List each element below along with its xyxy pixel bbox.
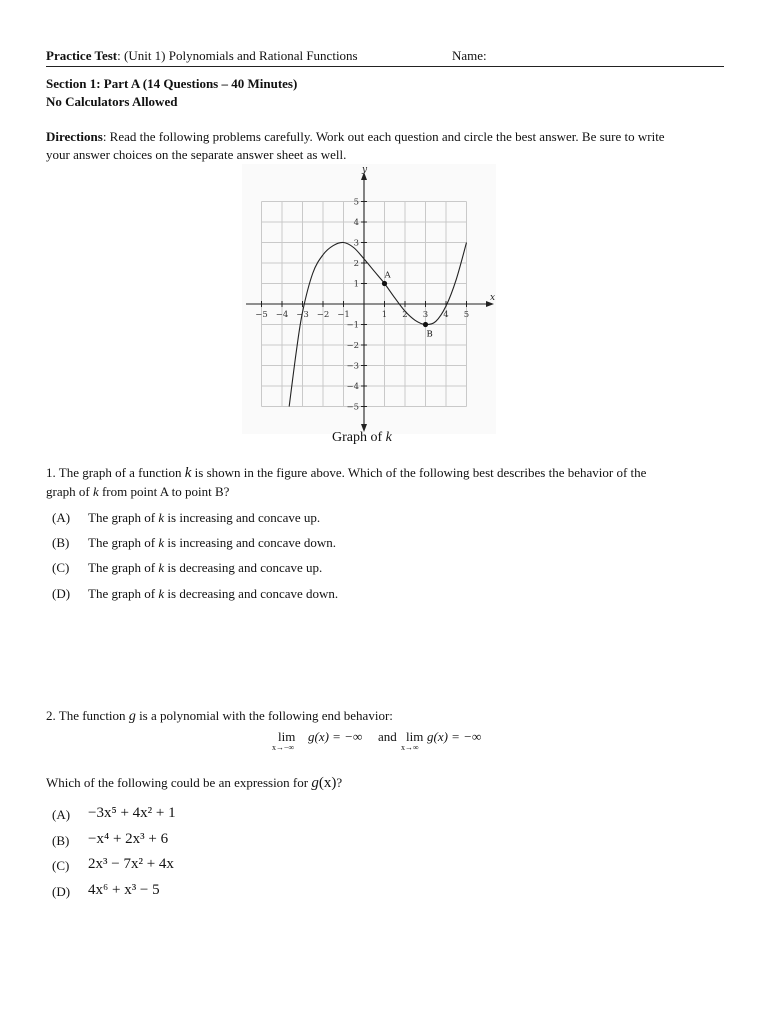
q2-text-b: is a polynomial with the following end behavior:: [135, 708, 393, 723]
point-a: [382, 281, 387, 286]
header-divider: [46, 66, 724, 67]
q1-line-2: [46, 484, 229, 500]
graph-caption: [332, 430, 392, 446]
q2-question-text: Which of the following could be an expression for: [46, 775, 312, 790]
q1-line-1: [46, 465, 646, 482]
x-tick-label: 2: [402, 310, 408, 320]
y-tick-label: 2: [353, 259, 359, 269]
y-tick-label: 4: [353, 218, 359, 228]
q2-question-end: ?: [336, 775, 343, 790]
graph-figure: [238, 164, 500, 434]
test-title-bold: Practice Test: [46, 48, 118, 63]
directions-line-1: [46, 129, 665, 145]
graph-caption-var: k: [385, 430, 392, 445]
directions-line-2: your answer choices on the separate answer sheet as well.: [46, 147, 347, 162]
q1-choice-post: is increasing and concave up.: [164, 510, 321, 525]
graph-of-k: [238, 164, 500, 434]
x-tick-label: −5: [255, 310, 268, 320]
limit-right-sub: x→∞: [401, 743, 419, 752]
limit-left-sub: x→−∞: [272, 743, 295, 752]
q1-text-a: The graph of a function: [55, 465, 185, 480]
graph-caption-text: Graph of: [332, 430, 386, 445]
q1-choice-letter[interactable]: (D): [52, 586, 71, 601]
q2-question-func: g: [311, 775, 319, 791]
q2-choice-expression[interactable]: 2x³ − 7x² + 4x: [88, 856, 174, 872]
x-tick-label: −4: [275, 310, 289, 320]
q1-choice-letter[interactable]: (B): [52, 535, 70, 550]
q1-choice-var: k: [158, 560, 165, 575]
q2-choice-letter[interactable]: (A): [52, 807, 71, 822]
figure-frame: [242, 164, 496, 434]
q1-choice-post: is decreasing and concave down.: [164, 586, 339, 601]
q2-number: 2.: [46, 708, 56, 723]
section-title: Section 1: Part A (14 Questions – 40 Minutes): [46, 76, 298, 91]
q2-choice-expression[interactable]: −3x⁵ + 4x² + 1: [88, 805, 176, 821]
limit-and: and: [378, 729, 397, 744]
q2-choice-expression[interactable]: −x⁴ + 2x³ + 6: [88, 831, 169, 847]
x-axis-label: x: [490, 293, 496, 303]
y-tick-label: −4: [346, 382, 359, 392]
q1-choice-text[interactable]: [88, 510, 320, 526]
q1-choice-pre: The graph of: [88, 510, 159, 525]
y-tick-label: 5: [353, 197, 359, 208]
q1-var-k-2: k: [92, 484, 99, 499]
q1-number: 1.: [46, 465, 56, 480]
y-tick-label: −2: [346, 341, 359, 351]
x-tick-label: 1: [381, 310, 388, 320]
x-tick-label: 4: [443, 310, 449, 320]
test-title: : (Unit 1) Polynomials and Rational Functions: [117, 48, 358, 63]
q2-choice-letter[interactable]: (D): [52, 884, 71, 899]
y-tick-label: −3: [346, 361, 359, 372]
limit-right-expr: g(x) = −∞: [427, 729, 482, 744]
limit-left-lim: lim: [278, 729, 296, 744]
point-b: [423, 322, 428, 327]
calculator-note: No Calculators Allowed: [46, 94, 178, 109]
q1-choice-text[interactable]: [88, 586, 338, 602]
q1-choice-letter[interactable]: (C): [52, 560, 70, 575]
limit-left-expr: g(x) = −∞: [308, 729, 363, 744]
q1-choice-var: k: [158, 510, 165, 525]
q1-choice-var: k: [158, 586, 165, 601]
q2-question-arg: (x): [318, 775, 337, 791]
limit-right-lim: lim: [406, 729, 424, 744]
q2-choice-expression[interactable]: 4x⁶ + x³ − 5: [88, 882, 160, 898]
q1-choice-pre: The graph of: [88, 535, 159, 550]
directions-text-1: : Read the following problems carefully. Work out each question and circle the best answer. Be sure to write: [102, 129, 665, 144]
x-tick-label: −1: [337, 310, 350, 320]
x-tick-label: 3: [422, 310, 429, 320]
y-axis-label: y: [362, 165, 368, 175]
q1-text-c: graph of: [46, 484, 93, 499]
q1-choice-post: is decreasing and concave up.: [164, 560, 323, 575]
x-tick-label: −2: [316, 310, 330, 320]
point-label-b: B: [426, 329, 433, 340]
q1-choice-text[interactable]: [88, 535, 336, 551]
q1-text-b: is shown in the figure above. Which of the following best describes the behavior of the: [191, 465, 647, 480]
name-label: Name:: [452, 48, 487, 63]
y-tick-label: −5: [346, 402, 359, 413]
q2-var-g: g: [128, 709, 136, 724]
q2-text-a: The function: [55, 708, 129, 723]
q2-question: [46, 775, 342, 792]
q1-choice-text[interactable]: [88, 560, 322, 576]
q1-text-d: from point A to point B?: [98, 484, 230, 499]
point-label-a: A: [384, 270, 391, 281]
q1-choice-var: k: [158, 535, 165, 550]
q1-choice-pre: The graph of: [88, 560, 159, 575]
q2-line-1: [46, 708, 393, 725]
x-tick-label: −3: [296, 310, 309, 320]
q2-choice-letter[interactable]: (C): [52, 858, 70, 873]
q1-choice-pre: The graph of: [88, 586, 159, 601]
y-tick-label: 3: [353, 238, 359, 249]
y-tick-label: −1: [346, 320, 359, 331]
q1-choice-letter[interactable]: (A): [52, 510, 71, 525]
directions-label: Directions: [46, 129, 103, 144]
q1-choice-post: is increasing and concave down.: [164, 535, 337, 550]
header-line: [46, 48, 358, 64]
q1-var-k: k: [184, 465, 192, 481]
q2-choice-letter[interactable]: (B): [52, 833, 70, 848]
y-tick-label: 1: [353, 279, 359, 290]
x-tick-label: 5: [463, 310, 470, 320]
